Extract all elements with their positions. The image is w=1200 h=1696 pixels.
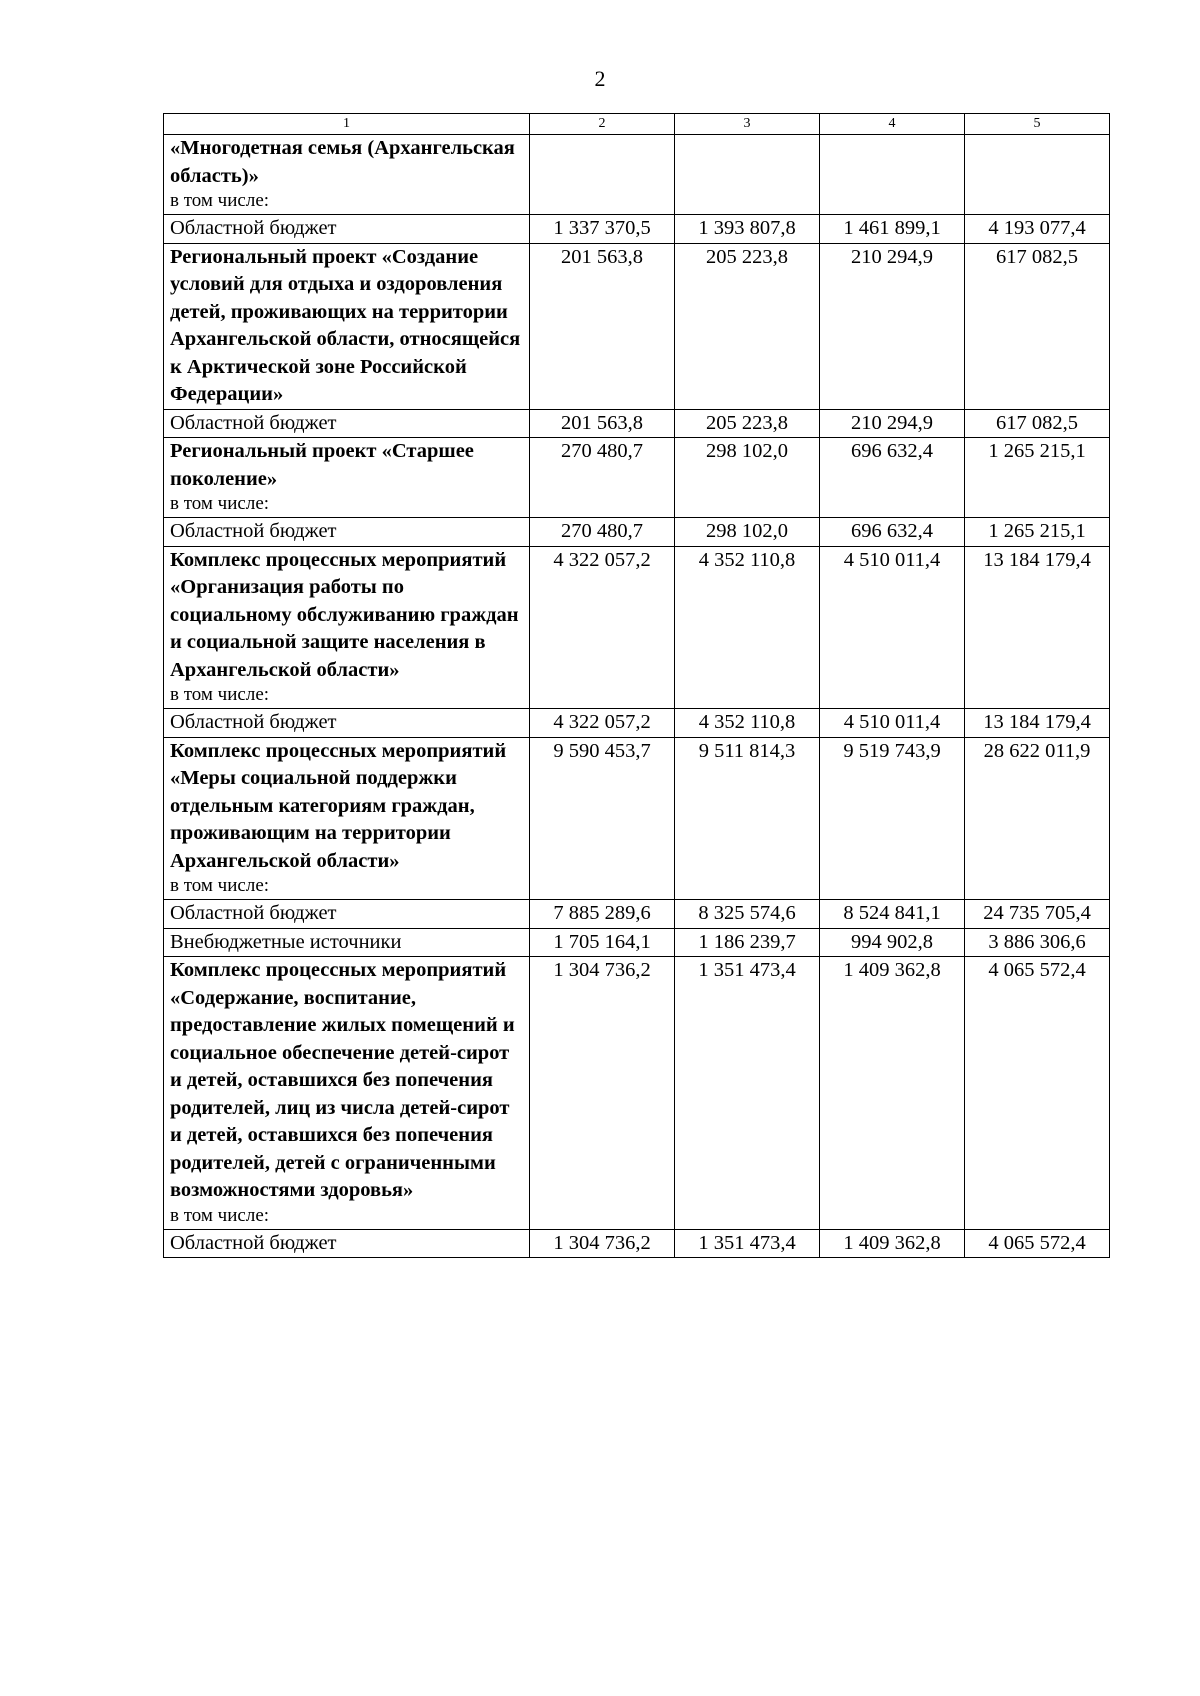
value-cell-col3: 1 351 473,4 — [675, 1229, 820, 1258]
value-cell-col2: 1 304 736,2 — [530, 1229, 675, 1258]
row-name-cell — [164, 215, 530, 244]
row-name-cell — [164, 409, 530, 438]
value-cell-col4: 9 519 743,9 — [820, 737, 965, 900]
budget-table — [163, 113, 1110, 1258]
value-cell-col2 — [530, 135, 675, 215]
row-name-cell — [164, 518, 530, 547]
value-cell-col5: 617 082,5 — [965, 243, 1110, 409]
value-cell-col2: 270 480,7 — [530, 518, 675, 547]
value-cell-col2: 1 705 164,1 — [530, 928, 675, 957]
row-name-cell — [164, 438, 530, 518]
value-cell-col5 — [965, 135, 1110, 215]
value-cell-col4: 4 510 011,4 — [820, 709, 965, 738]
program-title: Региональный проект «Создание условий для отдыха и оздоровления детей, проживающих на территории Архангельской области, относящейся к Арктической зоне Российской Федерации» — [170, 245, 521, 405]
value-cell-col5: 617 082,5 — [965, 409, 1110, 438]
value-cell-col2: 9 590 453,7 — [530, 737, 675, 900]
row-name-cell — [164, 957, 530, 1230]
row-name-cell — [164, 709, 530, 738]
table-row-source — [164, 709, 1110, 738]
value-cell-col5: 3 886 306,6 — [965, 928, 1110, 957]
value-cell-col3: 4 352 110,8 — [675, 546, 820, 709]
table-row-source — [164, 518, 1110, 547]
value-cell-col4: 210 294,9 — [820, 409, 965, 438]
value-cell-col4: 1 409 362,8 — [820, 957, 965, 1230]
row-name-cell — [164, 546, 530, 709]
value-cell-col3: 205 223,8 — [675, 409, 820, 438]
table-row-program — [164, 957, 1110, 1230]
funding-source-label: Областной бюджет — [170, 902, 337, 924]
value-cell-col3: 9 511 814,3 — [675, 737, 820, 900]
row-name-cell — [164, 737, 530, 900]
value-cell-col2: 1 337 370,5 — [530, 215, 675, 244]
funding-source-label: Областной бюджет — [170, 411, 337, 434]
value-cell-col3: 205 223,8 — [675, 243, 820, 409]
column-header: 4 — [820, 114, 965, 135]
row-name-cell — [164, 1229, 530, 1258]
value-cell-col3: 298 102,0 — [675, 438, 820, 518]
value-cell-col4: 696 632,4 — [820, 518, 965, 547]
program-title: Комплекс процессных мероприятий «Организация работы по социальному обслуживанию граждан и социальной защите населения в Архангельской области» — [170, 548, 519, 681]
table-row-program — [164, 243, 1110, 409]
funding-source-label: Областной бюджет — [170, 1231, 337, 1254]
including-note: в том числе: — [170, 1204, 270, 1226]
value-cell-col5: 13 184 179,4 — [965, 709, 1110, 738]
funding-source-label: Областной бюджет — [170, 217, 337, 239]
value-cell-col3 — [675, 135, 820, 215]
value-cell-col3: 1 393 807,8 — [675, 215, 820, 244]
table-row-source — [164, 1229, 1110, 1258]
table-row-source — [164, 215, 1110, 244]
including-note: в том числе: — [170, 875, 270, 896]
value-cell-col3: 1 351 473,4 — [675, 957, 820, 1230]
column-header: 2 — [530, 114, 675, 135]
row-name-cell — [164, 135, 530, 215]
value-cell-col2: 1 304 736,2 — [530, 957, 675, 1230]
funding-source-label: Внебюджетные источники — [170, 930, 402, 953]
value-cell-col5: 1 265 215,1 — [965, 438, 1110, 518]
value-cell-col2: 4 322 057,2 — [530, 546, 675, 709]
value-cell-col4: 210 294,9 — [820, 243, 965, 409]
value-cell-col4: 8 524 841,1 — [820, 900, 965, 929]
value-cell-col5: 4 065 572,4 — [965, 957, 1110, 1230]
value-cell-col2: 201 563,8 — [530, 243, 675, 409]
value-cell-col5: 13 184 179,4 — [965, 546, 1110, 709]
value-cell-col2: 4 322 057,2 — [530, 709, 675, 738]
funding-source-label: Областной бюджет — [170, 520, 337, 542]
value-cell-col4: 1 461 899,1 — [820, 215, 965, 244]
row-name-cell — [164, 900, 530, 929]
table-row-program — [164, 135, 1110, 215]
value-cell-col2: 270 480,7 — [530, 438, 675, 518]
value-cell-col5: 24 735 705,4 — [965, 900, 1110, 929]
column-header: 1 — [164, 114, 530, 135]
value-cell-col5: 4 065 572,4 — [965, 1229, 1110, 1258]
table-row-source — [164, 409, 1110, 438]
header-row — [164, 114, 1110, 135]
program-title: Комплекс процессных мероприятий «Содержание, воспитание, предоставление жилых помещений и социальное обеспечение детей-сирот и детей, оставшихся без попечения родителей, лиц из числа детей-сирот и детей, оставшихся без попечения родителей, детей с ограниченными возможностями здоровья» — [170, 959, 515, 1201]
row-name-cell — [164, 928, 530, 957]
value-cell-col3: 298 102,0 — [675, 518, 820, 547]
table-row-program — [164, 546, 1110, 709]
column-header: 3 — [675, 114, 820, 135]
funding-source-label: Областной бюджет — [170, 711, 337, 733]
value-cell-col4: 1 409 362,8 — [820, 1229, 965, 1258]
value-cell-col3: 4 352 110,8 — [675, 709, 820, 738]
value-cell-col4: 994 902,8 — [820, 928, 965, 957]
value-cell-col5: 4 193 077,4 — [965, 215, 1110, 244]
value-cell-col4: 4 510 011,4 — [820, 546, 965, 709]
value-cell-col2: 7 885 289,6 — [530, 900, 675, 929]
column-header: 5 — [965, 114, 1110, 135]
including-note: в том числе: — [170, 190, 270, 211]
row-name-cell — [164, 243, 530, 409]
table-row-program — [164, 438, 1110, 518]
program-title: Региональный проект «Старшее поколение» — [170, 440, 474, 490]
value-cell-col2: 201 563,8 — [530, 409, 675, 438]
value-cell-col3: 1 186 239,7 — [675, 928, 820, 957]
including-note: в том числе: — [170, 493, 270, 514]
value-cell-col4: 696 632,4 — [820, 438, 965, 518]
including-note: в том числе: — [170, 684, 270, 705]
table-body — [164, 135, 1110, 1258]
table-row-program — [164, 737, 1110, 900]
value-cell-col4 — [820, 135, 965, 215]
value-cell-col5: 1 265 215,1 — [965, 518, 1110, 547]
table-row-source — [164, 900, 1110, 929]
page-number: 2 — [594, 66, 606, 91]
value-cell-col5: 28 622 011,9 — [965, 737, 1110, 900]
value-cell-col3: 8 325 574,6 — [675, 900, 820, 929]
program-title: «Многодетная семья (Архангельская область)» — [170, 137, 515, 187]
table-row-source — [164, 928, 1110, 957]
program-title: Комплекс процессных мероприятий «Меры социальной поддержки отдельным категориям граждан, проживающим на территории Архангельской области» — [170, 739, 507, 872]
